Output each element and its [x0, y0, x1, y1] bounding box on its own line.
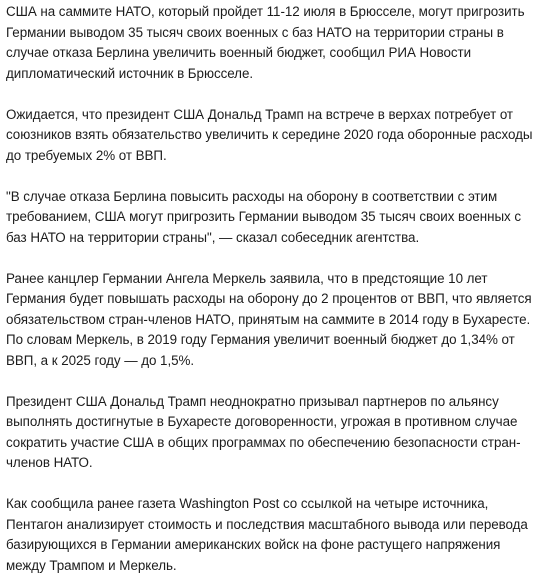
- article-paragraph-4: Ранее канцлер Германии Ангела Меркель заявила, что в предстоящие 10 лет Германия будет повышать расходы на оборону до 2 процентов от ВВП, что является обязательством стран-членов НАТО, принятым на саммите в 2014 году в Бухаресте. По словам Меркель, в 2019 году Германия увеличит военный бюджет до 1,34% от ВВП, а к 2025 году — до 1,5%.: [6, 270, 532, 368]
- article-body: [6, 2, 536, 576]
- article-paragraph-2: Ожидается, что президент США Дональд Трамп на встрече в верхах потребует от союзников взять обязательство увеличить к середине 2020 года оборонные расходы до требуемых 2% от ВВП.: [6, 106, 533, 163]
- article-paragraph-3: "В случае отказа Берлина повысить расходы на оборону в соответствии с этим требованием, США могут пригрозить Германии выводом 35 тысяч своих военных с баз НАТО на территории страны", — сказал собеседник агентства.: [6, 188, 521, 245]
- article-paragraph-6: Как сообщила ранее газета Washington Post со ссылкой на четыре источника, Пентагон анализирует стоимость и последствия масштабного вывода или перевода базирующихся в Германии американских войск на фоне растущего напряжения между Трампом и Меркель.: [6, 496, 528, 573]
- article-paragraph-1: США на саммите НАТО, который пройдет 11-12 июля в Брюсселе, могут пригрозить Германии выводом 35 тысяч своих военных с баз НАТО на территории страны в случае отказа Берлина увеличить военный бюджет, сообщил РИА Новости дипломатический источник в Брюсселе.: [6, 4, 525, 81]
- article-paragraph-5: Президент США Дональд Трамп неоднократно призывал партнеров по альянсу выполнять достигнутые в Бухаресте договоренности, угрожая в противном случае сократить участие США в общих программах по обеспечению безопасности стран-членов НАТО.: [6, 393, 521, 470]
